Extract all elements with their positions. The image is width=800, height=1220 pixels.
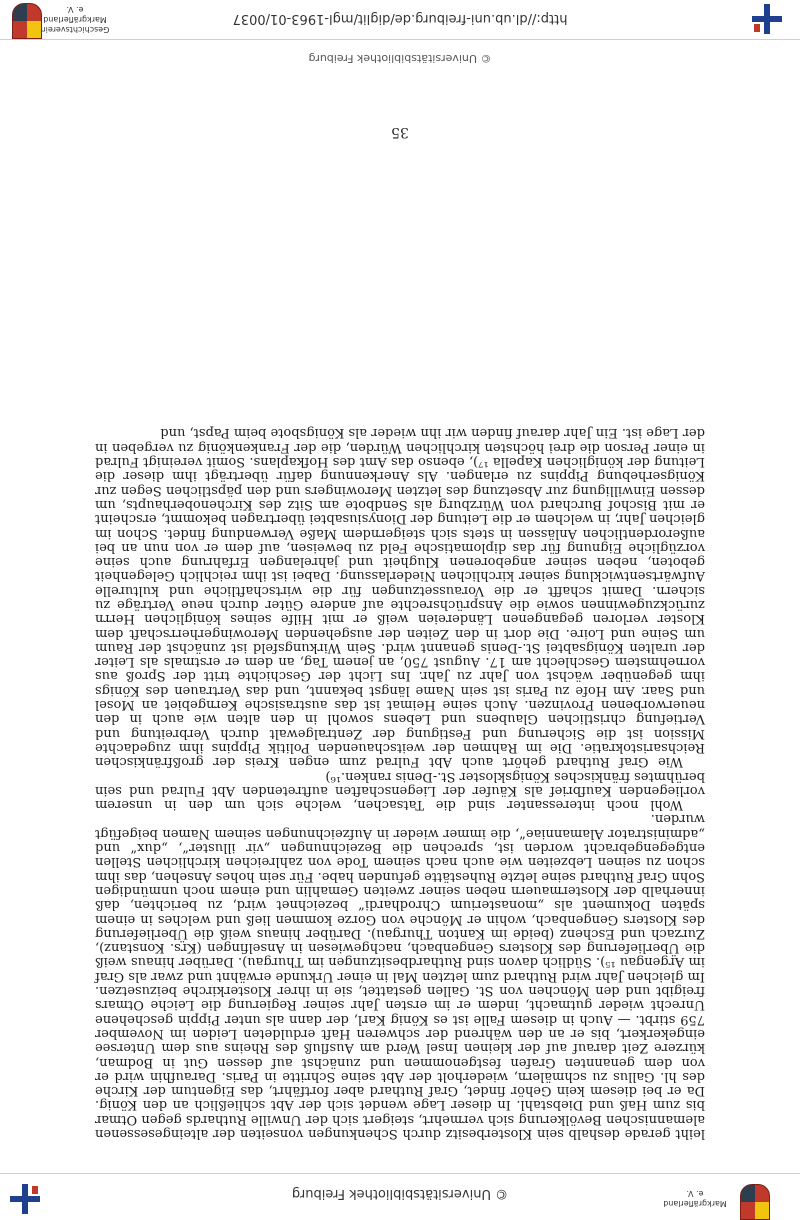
page-number: 35 [391, 124, 409, 140]
footer-credit: © Universitätsbibliothek Freiburg [291, 1186, 509, 1201]
body-text [95, 425, 705, 1140]
paragraph-3: Wie Graf Ruthard gehört auch Abt Fulrad zum engen Kreis der großfränkischen Reichsaristokratie. Die im Rahmen der weitschauenden Politik Pippins ihm zugedachte Mission ist die Sicherung und Festigung der Zentralgewalt durch Verbreitung und Vertiefung christlichen Glaubens und Lebens sowohl in den alten wie auch in den neuerworbenen Provinzen. Auch seine Heimat ist das austrasische Kerngebiet an Mosel und Saar. Am Hofe zu Paris ist sein Name längst bekannt, und das Vertrauen des Königs ihm gegenüber wächst von Jahr zu Jahr. Ins Licht der Geschichte tritt der Sproß aus vornehmstem Geschlecht am 17. August 750, an jenem Tag, an dem er erstmals als Leiter der uralten Königsabtei St.-Denis genannt wird. Sein Wirkungsfeld ist zunächst der Raum um Seine und Loire. Die dort in den Zeiten der ausgehenden Merowingerherrschaft dem Kloster verloren gegangenen Ländereien weiß er mit Hilfe seines königlichen Herrn zurückzugewinnen sowie die Ansprüchsrechte auf andere Güter durch neue Verträge zu sichern. Damit schafft er die Voraussetzungen für die wirtschaftliche und kulturelle Aufwärtsentwicklung seiner kirchlichen Niederlassung. Dabei ist ihm reichlich Gelegenheit geboten, neben seiner angeborenen Klugheit und jahrelangen Erfahrung auch seine vorzügliche Eignung für das diplomatische Feld zu beweisen, auf dem er von nun an bei außerordentlichen Anlässen in stets sich steigerndem Maße Verwendung findet. Schon im gleichen Jahr, in welchem er die Leitung der Dionysiusabtei übertragen bekommt, erscheint er mit Bischof Burchard von Würzburg als Sendbote am Sitz des Kirchenoberhaupts, um dessen Einwilligung zur Absetzung des letzten Merowingers und den päpstlichen Segen zur Königserhebung Pippins zu erlangen. Als Anerkennung dafür überträgt ihm dieser die Leitung der königlichen Kapella ¹⁷), ebenso das Amt des Hofkaplans. Somit vereinigt Fulrad in einer Person die drei höchsten kirchlichen Würden, die der Frankenkönig zu vergeben in der Lage ist. Ein Jahr darauf finden wir ihn wieder als Königsbote beim Papst, und [95, 425, 705, 770]
top-bar [0, 0, 800, 40]
paragraph-1: leiht gerade deshalb sein Klosterbesitz durch Schenkungen vonseiten der alteingesessenen alemannischen Bevölkerung sich vermehrt, steigert sich der Unwille Ruthards gegen Otmar bis zum Haß und Diebstahl. In dieser Lage wendet sich der Abt schließlich an den König. Da er bei diesem kein Gehör findet, Graf Ruthard aber fortfährt, das Eigentum der Kirche des hl. Gallus zu schmälern, wiederholt der Abt seine Schritte in Paris. Daraufhin wird er von dem genannten Grafen festgenommen und zunächst auf dessen Gut in Bodman, kürzere Zeit darauf auf der kleinen Insel Werd am Ausfluß des Rheins aus dem Untersee eingekerkert, bis er an den während der schweren Haft erduldeten Leiden im November 759 stirbt. — Auch in diesem Falle ist es König Karl, der dann als unter Pippin geschehene Unrecht wieder gutmacht, indem er im ersten Jahr seiner Regierung die Leiche Otmars freigibt und den Mönchen von St. Gallen gestattet, sie in ihrer Klosterkirche beizusetzen. Im gleichen Jahr wird Ruthard zum letzten Mal in einer Urkunde erwähnt und zwar als Graf im Argengau ¹⁵). Südlich davon sind Ruthardbesitzungen im Thurgau). Darüber hinaus weiß die Überlieferung des Klosters Gengenbach, nachgewiesen in Anselfingen (Krs. Konstanz), Zurzach und Eschenz (beide im Kanton Thurgau). Darüber hinaus weiß die Überlieferung des Klosters Gengenbach, wohin er Mönche von Gorze kommen ließ und welches in einem späten Dokument als „monasterium Chrodhardi“ bezeichnet wird, zu berichten, daß innerhalb der Klostermauern neben seiner zweiten Gemahlin und einem noch unmündigen Sohn Graf Ruthard seine letzte Ruhestätte gefunden habe. Für sein hohes Ansehen, das ihm schon zu seinen Lebzeiten wie auch nach seinem Tode von zahlreichen kirchlichen Stellen entgegengebracht worden ist, sprechen die Bezeichnungen „vir illuster“, „dux“ und „administrator Alamanniae“, die immer wieder in Aufzeichnungen seinem Namen beigefügt wurden. [95, 811, 705, 1141]
credit-line: © Universitätsbibliothek Freiburg [308, 52, 492, 65]
document-url[interactable]: http://dl.ub.uni-freiburg.de/diglit/mgl-1963-01/0037 [232, 11, 568, 26]
society-line-2: Markgräflerland e. V. [43, 5, 107, 24]
society-name [40, 4, 110, 34]
scanned-page [95, 100, 705, 1140]
footer-ub-logo-icon [10, 1184, 40, 1214]
society-crest-icon [12, 3, 42, 39]
bottom-bar [0, 1173, 800, 1213]
paragraph-2: Wohl noch interessanter sind die Tatsachen, welche sich um den in unserem vorliegenden Kaufbrief als Käufer der Liegenschaften auftretenden Abt Fulrad und sein berühmtes fränkisches Königskloster St.-Denis ranken.¹⁶) [95, 768, 705, 813]
footer-society: Markgräflerland e. V. [663, 1189, 727, 1208]
footer-crest-icon [740, 1184, 770, 1220]
society-line-1: Geschichtsverein [40, 25, 110, 34]
